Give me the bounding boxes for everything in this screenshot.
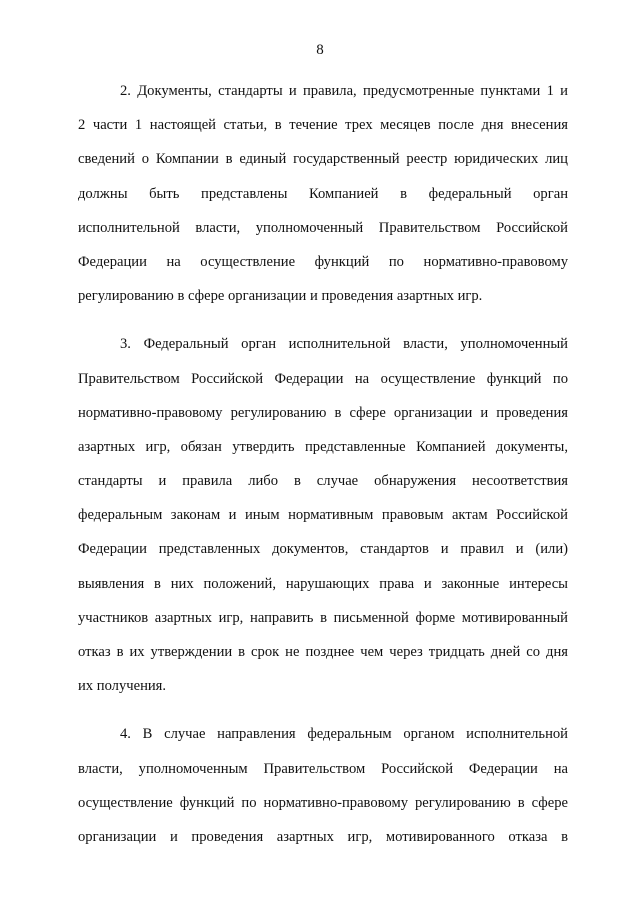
paragraph-4: [78, 717, 568, 854]
document-body: [78, 74, 568, 868]
text-line: Федерации на осуществление функций по нормативно-правовому: [78, 253, 568, 270]
text-line: 3. Федеральный орган исполнительной власти, уполномоченный: [120, 336, 568, 353]
text-line: азартных игр, обязан утвердить представленные Компанией документы,: [78, 438, 568, 455]
paragraph-2: [78, 74, 568, 313]
text-line: отказ в их утверждении в срок не позднее чем через тридцать дней со дня: [78, 644, 568, 660]
text-line: 2 части 1 настоящей статьи, в течение трех месяцев после дня внесения: [78, 117, 568, 134]
text-line: федеральным законам и иным нормативным правовым актам Российской: [78, 507, 568, 524]
text-line: Правительством Российской Федерации на осуществление функций по: [78, 370, 568, 387]
text-line: выявления в них положений, нарушающих права и законные интересы: [78, 575, 568, 592]
text-line: 2. Документы, стандарты и правила, предусмотренные пунктами 1 и: [120, 83, 568, 99]
text-line: нормативно-правовому регулированию в сфере организации и проведения: [78, 404, 568, 421]
text-line: организации и проведения азартных игр, мотивированного отказа в: [78, 828, 568, 845]
text-line: участников азартных игр, направить в письменной форме мотивированный: [78, 609, 568, 626]
text-line: власти, уполномоченным Правительством Российской Федерации на: [78, 760, 568, 777]
paragraph-3: [78, 327, 568, 703]
text-line: сведений о Компании в единый государственный реестр юридических лиц: [78, 151, 568, 168]
page-number: 8: [316, 42, 324, 58]
text-line: 4. В случае направления федеральным органом исполнительной: [120, 726, 568, 743]
text-line: исполнительной власти, уполномоченный Правительством Российской: [78, 219, 568, 236]
text-line: должны быть представлены Компанией в федеральный орган: [78, 185, 568, 202]
text-line: их получения.: [78, 678, 167, 695]
text-line: осуществление функций по нормативно-правовому регулированию в сфере: [78, 794, 568, 811]
text-line: регулированию в сфере организации и проведения азартных игр.: [78, 288, 483, 305]
text-line: стандарты и правила либо в случае обнаружения несоответствия: [78, 473, 568, 490]
text-line: Федерации представленных документов, стандартов и правил и (или): [78, 541, 568, 558]
